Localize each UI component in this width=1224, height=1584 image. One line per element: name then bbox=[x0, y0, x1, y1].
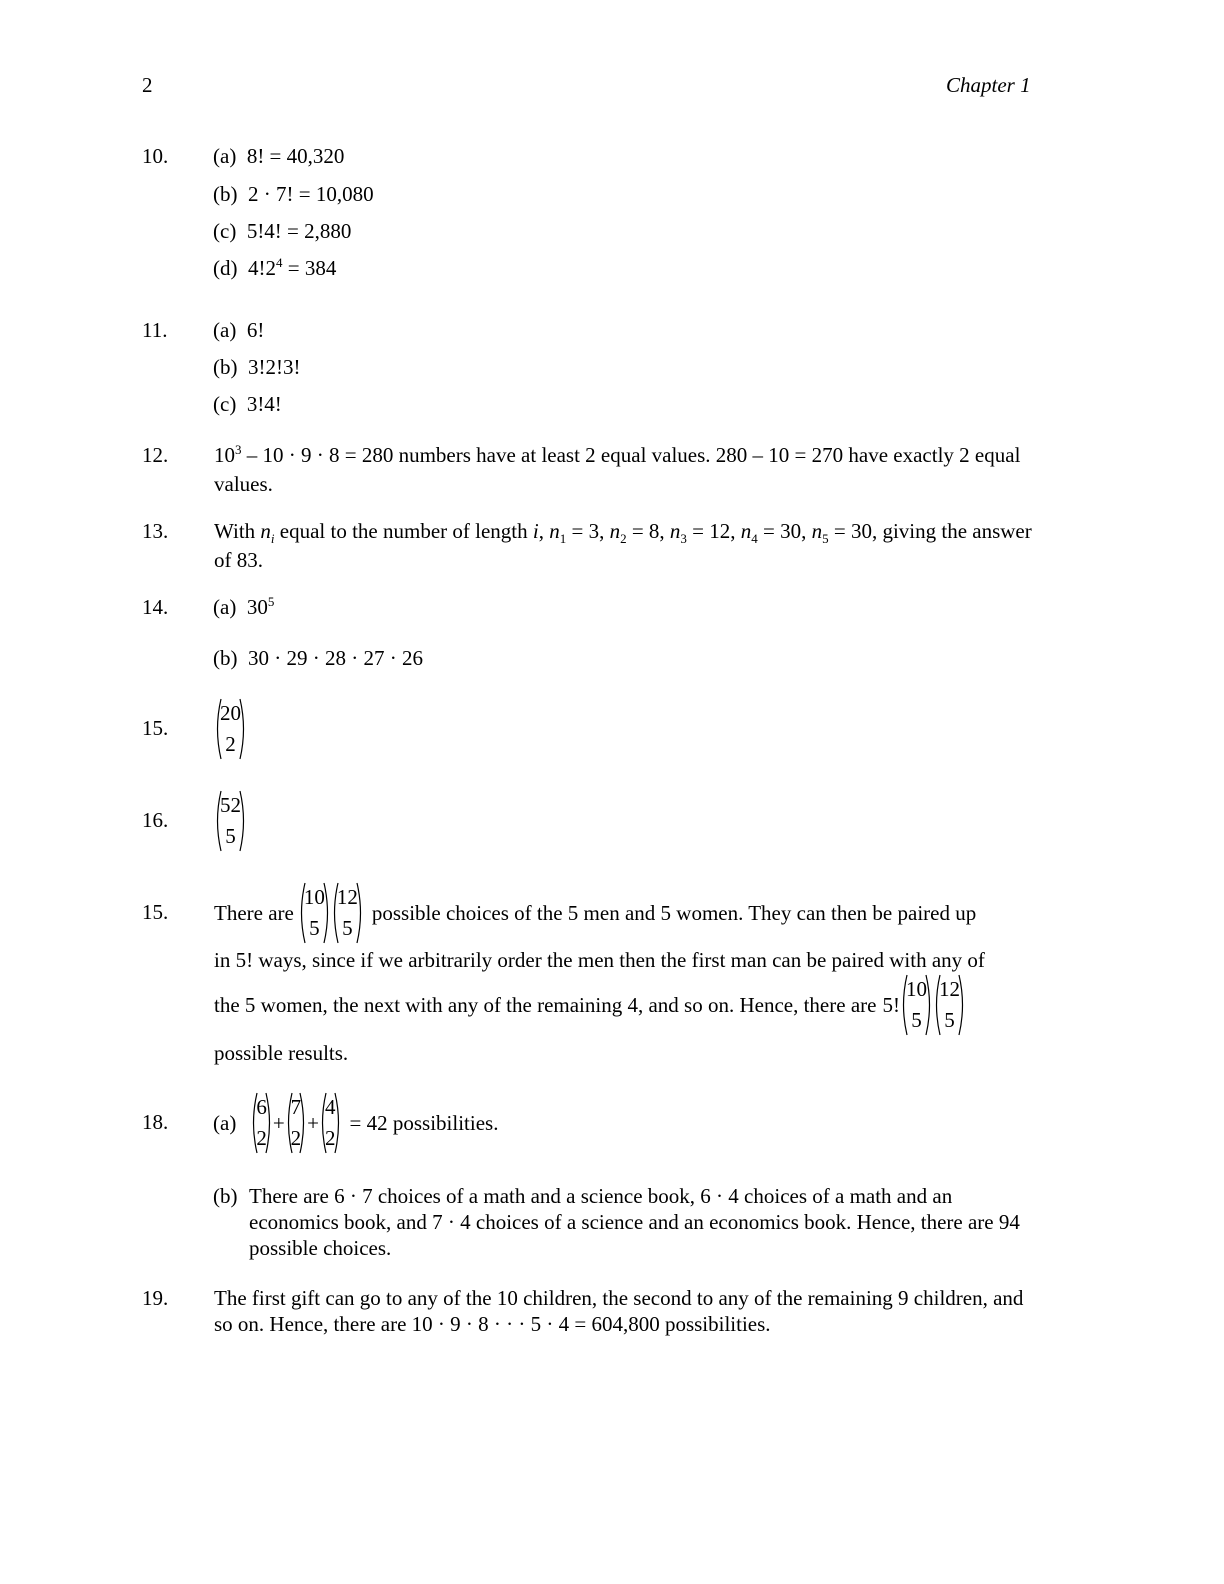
problem-10-number: 10. bbox=[142, 144, 169, 168]
problem-15b-number: 15. bbox=[142, 900, 169, 924]
problem-10a: (a) 8! = 40,320 bbox=[213, 144, 345, 168]
problem-19-number: 19. bbox=[142, 1286, 169, 1310]
problem-18b-text: There are 6 · 7 choices of a math and a science book, 6 · 4 choices of a math and an economics book, and 7 · 4 choices of a science and an economics book. Hence, there are 94 possible choices. bbox=[249, 1184, 1020, 1260]
problem-10c: (c) 5!4! = 2,880 bbox=[213, 219, 352, 243]
problem-12-text: $10^3 - 10 \cdot 9 \cdot 8 = 280$ numbers have at least 2 equal values. 280 – 10 = 270 have exactly 2 equal values. bbox=[214, 442, 1021, 496]
problem-14b: (b) 30 · 29 · 28 · 27 · 26 bbox=[213, 646, 423, 670]
problem-13-text: With $n_i$ equal to the number of length i, $n_1 = 3$, $n_2 = 8$, $n_3 = 12$, $n_4 = 30$, $n_5 = 30$, giving the answer of 83. bbox=[214, 519, 1032, 572]
chapter-title: Chapter 1 bbox=[946, 73, 1031, 97]
problem-18-number: 18. bbox=[142, 1110, 169, 1134]
problem-14-number: 14. bbox=[142, 595, 169, 619]
problem-15b-line2: in 5! ways, since if we arbitrarily order the men then the first man can be paired with any of bbox=[214, 948, 985, 972]
problem-11-number: 11. bbox=[142, 318, 168, 342]
binomial-52-5: 52 5 bbox=[214, 790, 247, 852]
page-number: 2 bbox=[142, 73, 153, 97]
problem-11c: (c) 3!4! bbox=[213, 392, 282, 416]
problem-15b-line3: the 5 women, the next with any of the remaining 4, and so on. Hence, there are 5! 10 5 12 5 bbox=[214, 974, 966, 1036]
problem-11b: (b) 3!2!3! bbox=[213, 355, 301, 379]
problem-12-number: 12. bbox=[142, 443, 169, 467]
problem-10d: (d) $4!2^4 = 384$ bbox=[213, 255, 337, 280]
problem-18a: (a) 6 2 + 7 2 + 4 2 = 42 possibilities. bbox=[213, 1092, 498, 1154]
problem-14a: (a) $30^5$ bbox=[213, 594, 275, 619]
problem-15b-line1: There are 10 5 12 5 possible choices of the 5 men and 5 women. They can then be paired up bbox=[214, 882, 976, 944]
problem-15a-number: 15. bbox=[142, 716, 169, 740]
problem-10b: (b) 2 · 7! = 10,080 bbox=[213, 182, 374, 206]
problem-11a: (a) 6! bbox=[213, 318, 265, 342]
problem-15b-line4: possible results. bbox=[214, 1041, 349, 1065]
problem-16-number: 16. bbox=[142, 808, 169, 832]
binomial-20-2: 20 2 bbox=[214, 698, 247, 760]
problem-13-number: 13. bbox=[142, 519, 169, 543]
problem-19-text: The first gift can go to any of the 10 children, the second to any of the remaining 9 children, and so on. Hence, there are 10 · 9 · 8 · · · 5 · 4 = 604,800 possibilities. bbox=[214, 1286, 1024, 1336]
problem-18b-label: (b) bbox=[213, 1184, 238, 1208]
